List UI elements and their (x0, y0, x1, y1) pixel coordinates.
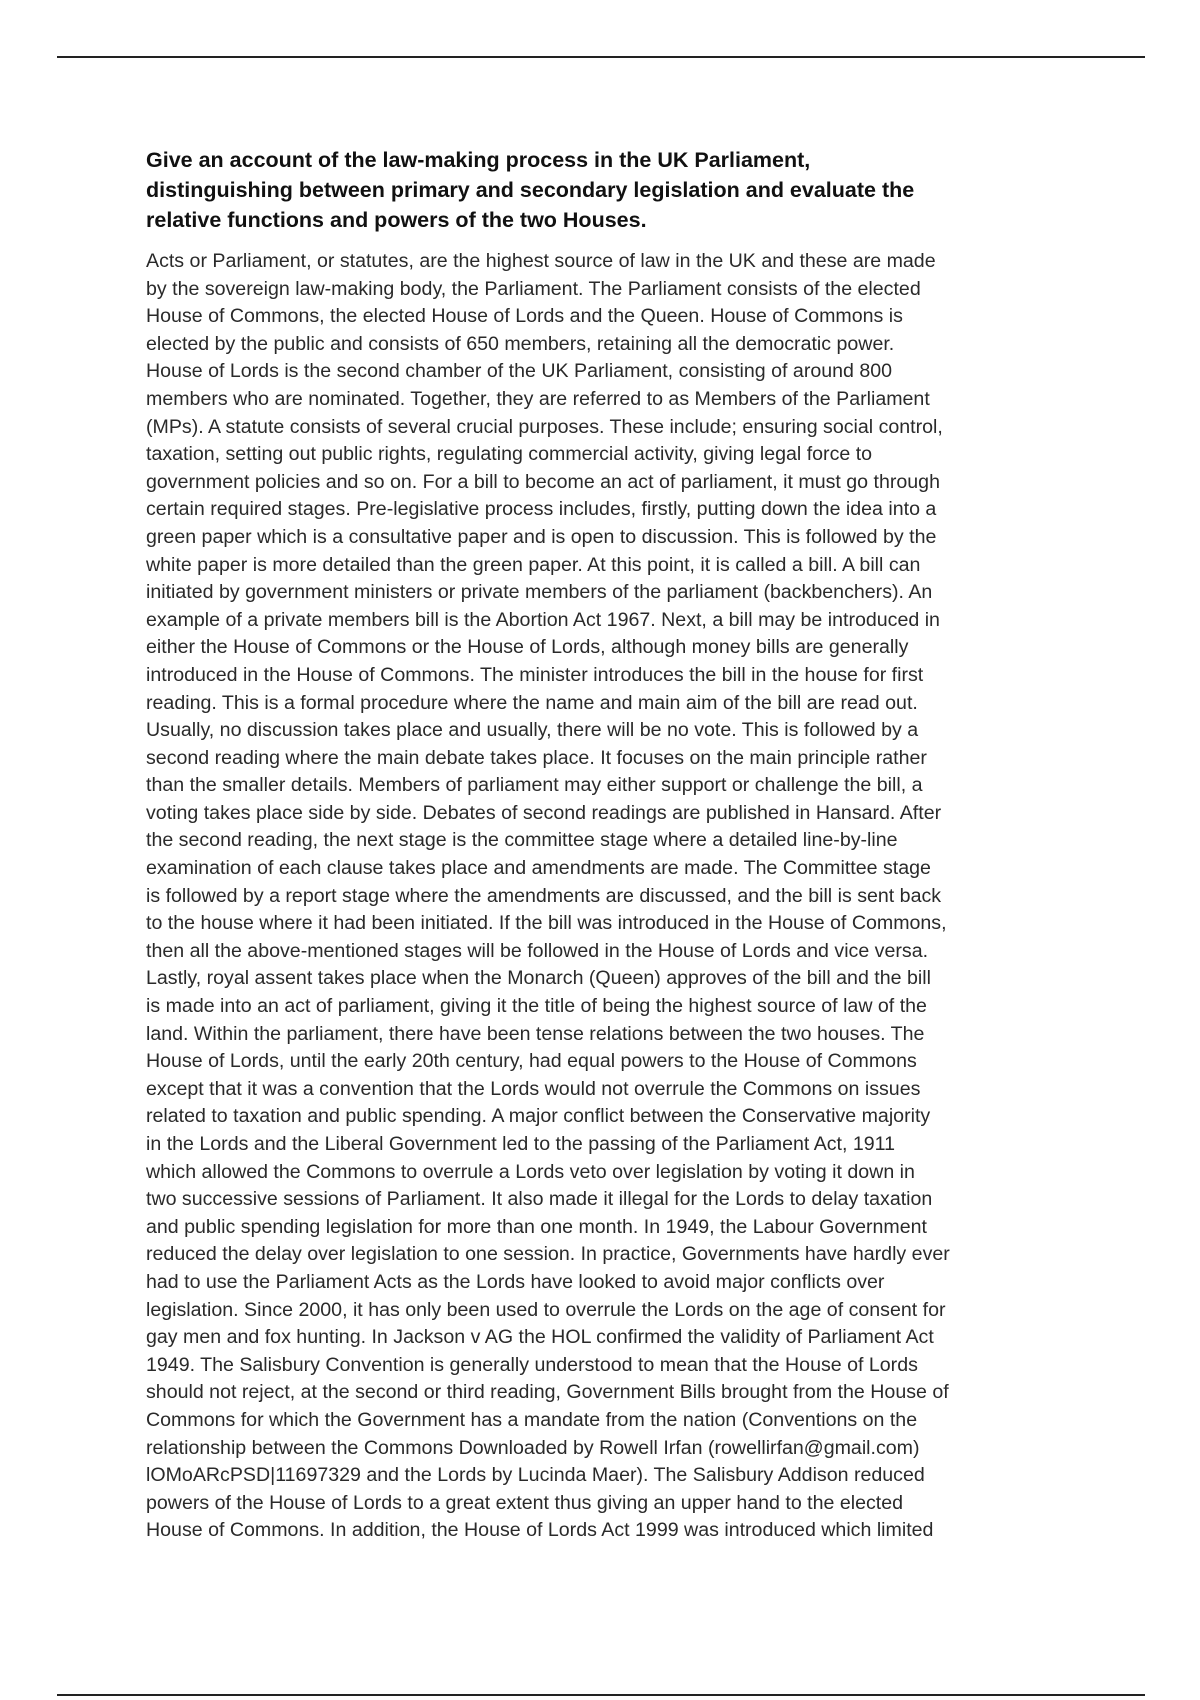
essay-line: certain required stages. Pre-legislative process includes, firstly, putting down the idea into a (146, 498, 937, 521)
essay-line: government policies and so on. For a bill to become an act of parliament, it must go through (146, 470, 940, 493)
essay-paragraph (146, 248, 1066, 1545)
essay-line: legislation. Since 2000, it has only been used to overrule the Lords on the age of consent for (146, 1298, 946, 1321)
essay-line: reduced the delay over legislation to one session. In practice, Governments have hardly ever (146, 1243, 950, 1266)
essay-line: House of Lords is the second chamber of the UK Parliament, consisting of around 800 (146, 360, 893, 383)
essay-line: initiated by government ministers or private members of the parliament (backbenchers). An (146, 581, 933, 604)
essay-line: gay men and fox hunting. In Jackson v AG the HOL confirmed the validity of Parliament Act (146, 1326, 934, 1349)
essay-line: than the smaller details. Members of parliament may either support or challenge the bill, a (146, 774, 923, 797)
question-heading (146, 145, 1066, 235)
essay-line: in the Lords and the Liberal Government led to the passing of the Parliament Act, 1911 (146, 1133, 896, 1155)
essay-line: House of Commons. In addition, the House of Lords Act 1999 was introduced which limited (146, 1519, 934, 1542)
essay-line: House of Lords, until the early 20th century, had equal powers to the House of Commons (146, 1050, 917, 1073)
question-line: relative functions and powers of the two Houses. (146, 208, 647, 232)
essay-line: voting takes place side by side. Debates of second readings are published in Hansard. After (146, 801, 942, 824)
essay-line: introduced in the House of Commons. The minister introduces the bill in the house for first (146, 663, 924, 686)
top-rule (57, 56, 1145, 58)
essay-line: examination of each clause takes place and amendments are made. The Committee stage (146, 857, 931, 880)
essay-line: should not reject, at the second or third reading, Government Bills brought from the House of (146, 1381, 949, 1404)
essay-line: either the House of Commons or the House of Lords, although money bills are generally (146, 636, 909, 659)
bottom-rule (57, 1694, 1145, 1696)
essay-line: second reading where the main debate takes place. It focuses on the main principle rather (146, 746, 927, 769)
essay-line: relationship between the Commons Downloaded by Rowell Irfan (rowellirfan@gmail.com) (146, 1436, 920, 1459)
essay-line: members who are nominated. Together, they are referred to as Members of the Parliament (146, 387, 930, 410)
essay-line: elected by the public and consists of 650 members, retaining all the democratic power. (146, 332, 895, 355)
essay-line: by the sovereign law-making body, the Parliament. The Parliament consists of the elected (146, 277, 921, 300)
essay-line: and public spending legislation for more than one month. In 1949, the Labour Government (146, 1215, 927, 1238)
essay-line: is made into an act of parliament, giving it the title of being the highest source of law of the (146, 995, 927, 1018)
essay-line: related to taxation and public spending. A major conflict between the Conservative majority (146, 1105, 931, 1128)
essay-line: lOMoARcPSD|11697329 and the Lords by Lucinda Maer). The Salisbury Addison reduced (146, 1464, 925, 1487)
essay-line: powers of the House of Lords to a great extent thus giving an upper hand to the elected (146, 1491, 904, 1514)
document-body (146, 145, 1066, 1545)
essay-line: taxation, setting out public rights, regulating commercial activity, giving legal force to (146, 443, 873, 466)
essay-line: House of Commons, the elected House of Lords and the Queen. House of Commons is (146, 305, 903, 328)
essay-line: Lastly, royal assent takes place when the Monarch (Queen) approves of the bill and the bill (146, 967, 931, 990)
essay-line: white paper is more detailed than the green paper. At this point, it is called a bill. A bill can (146, 553, 921, 576)
essay-line: land. Within the parliament, there have been tense relations between the two houses. The (146, 1022, 925, 1045)
essay-line: Acts or Parliament, or statutes, are the highest source of law in the UK and these are made (146, 250, 936, 272)
essay-line: 1949. The Salisbury Convention is generally understood to mean that the House of Lords (146, 1353, 918, 1376)
essay-line: Usually, no discussion takes place and usually, there will be no vote. This is followed by a (146, 719, 919, 742)
essay-line: (MPs). A statute consists of several crucial purposes. These include; ensuring social control, (146, 415, 943, 438)
essay-line: reading. This is a formal procedure where the name and main aim of the bill are read out. (146, 691, 918, 714)
essay-line: green paper which is a consultative paper and is open to discussion. This is followed by the (146, 525, 937, 548)
essay-line: except that it was a convention that the Lords would not overrule the Commons on issues (146, 1077, 921, 1100)
question-line: distinguishing between primary and secondary legislation and evaluate the (146, 178, 915, 202)
essay-line: to the house where it had been initiated. If the bill was introduced in the House of Commons, (146, 912, 947, 935)
essay-line: example of a private members bill is the Abortion Act 1967. Next, a bill may be introduced in (146, 608, 940, 631)
essay-line: had to use the Parliament Acts as the Lords have looked to avoid major conflicts over (146, 1270, 885, 1293)
essay-line: Commons for which the Government has a mandate from the nation (Conventions on the (146, 1408, 918, 1431)
question-line: Give an account of the law-making process in the UK Parliament, (146, 148, 811, 172)
essay-line: the second reading, the next stage is the committee stage where a detailed line-by-line (146, 829, 898, 852)
essay-line: two successive sessions of Parliament. It also made it illegal for the Lords to delay taxation (146, 1188, 933, 1211)
essay-line: then all the above-mentioned stages will be followed in the House of Lords and vice versa. (146, 939, 929, 962)
essay-line: is followed by a report stage where the amendments are discussed, and the bill is sent back (146, 884, 942, 907)
essay-line: which allowed the Commons to overrule a Lords veto over legislation by voting it down in (146, 1160, 915, 1183)
